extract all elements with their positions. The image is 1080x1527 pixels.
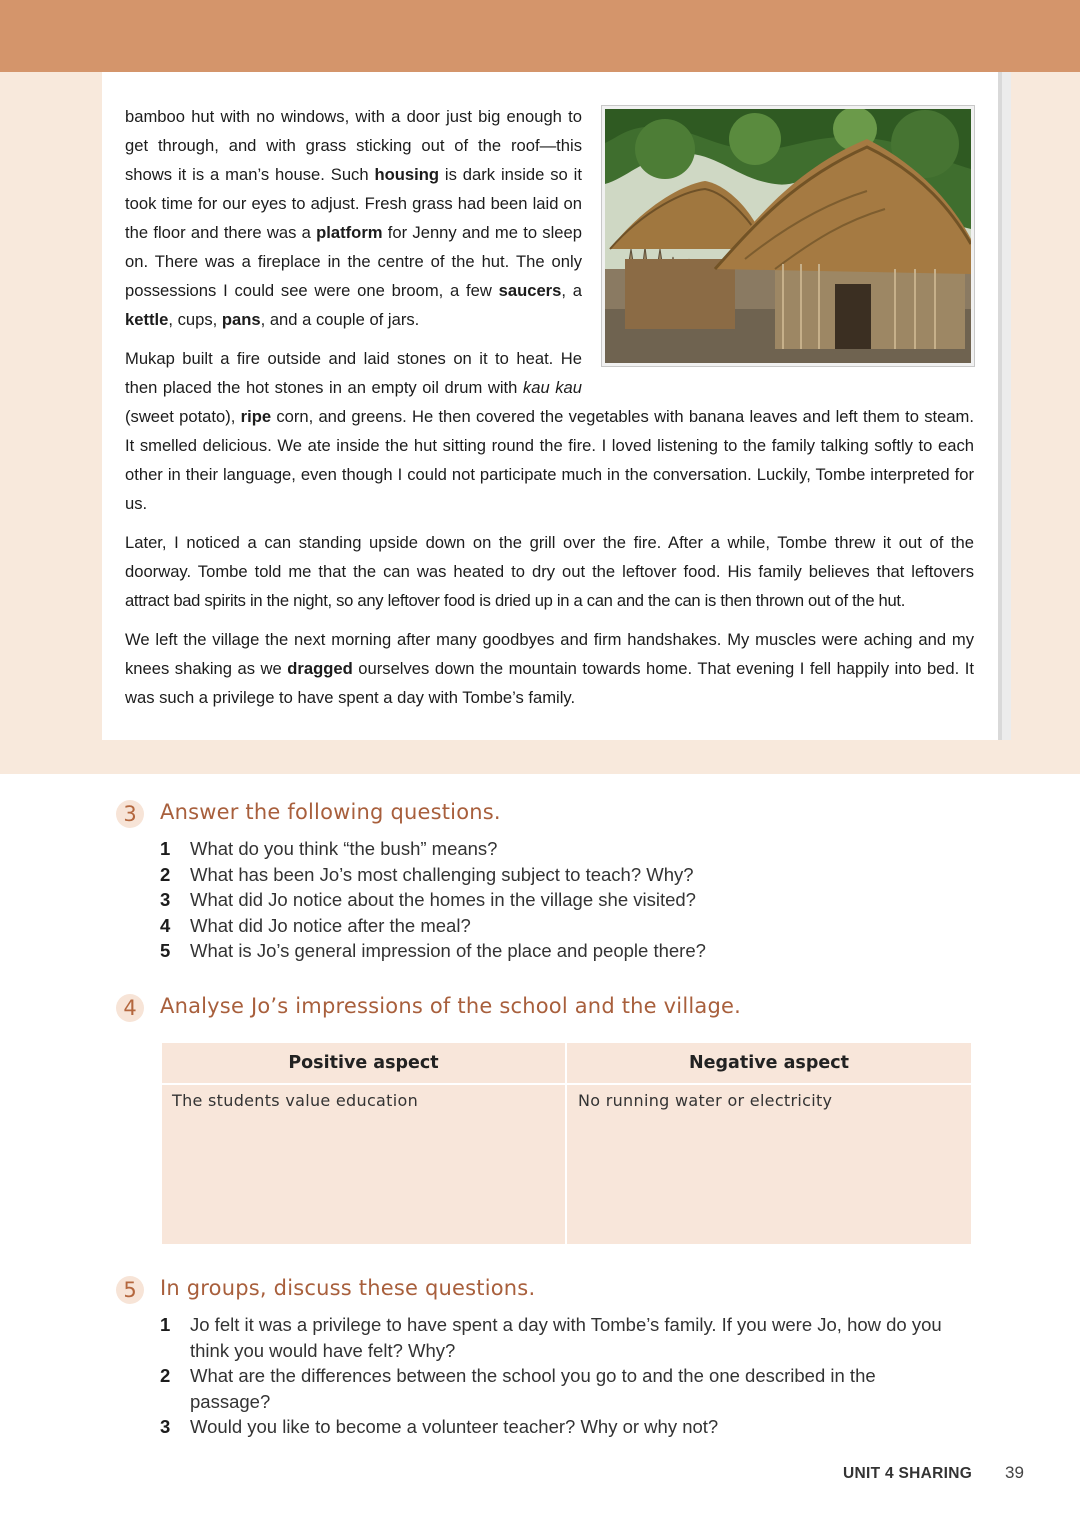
list-item: 3 What did Jo notice about the homes in the village she visited? — [160, 889, 696, 910]
reading-card-edge — [998, 72, 1011, 740]
positive-header: Positive aspect — [288, 1053, 439, 1073]
thatched-huts-illustration — [605, 109, 971, 363]
list-item: 1 Jo felt it was a privilege to have spent a day with Tombe’s family. If you were Jo, how do you think you would have felt? Why? — [160, 1314, 942, 1361]
reading-passage — [125, 102, 974, 722]
section-4-number: 4 — [116, 994, 144, 1022]
list-item: 3 Would you like to become a volunteer teacher? Why or why not? — [160, 1416, 719, 1437]
section-5-title: In groups, discuss these questions. — [160, 1276, 536, 1300]
impressions-table — [162, 1043, 971, 1244]
paragraph-4: We left the village the next morning after many goodbyes and firm handshakes. My muscles were aching and my knees shaking as we dragged ourselves down the mountain towards home. That evening I fell happily into bed. It was such a privilege to have spent a day with Tombe’s family. — [125, 630, 974, 707]
thatched-huts-photo — [602, 106, 974, 366]
section-5-number: 5 — [116, 1276, 144, 1304]
paragraph-1: bamboo hut with no windows, with a door just big enough to get through, and with grass sticking out of the roof—this shows it is a man’s house. Such housing is dark inside so it took time for our eyes to adjust. Fresh grass had been laid on the floor and there was a platform for Jenny and me to sleep on. There was a fireplace in the centre of the hut. The only possessions I could see were one broom, a few saucers, a kettle, cups, pans, and a couple of jars. — [125, 107, 582, 329]
list-item: 4 What did Jo notice after the meal? — [160, 914, 471, 936]
paragraph-2: Mukap built a fire outside and laid stones on it to heat. He then placed the hot stones in an empty oil drum with kau kau (sweet potato), ripe corn, and greens. He then covered the vegetables with banana leaves and left them to steam. It smelled delicious. We ate inside the hut sitting round the fire. I loved listening to the family talking softly to each other in their language, even though I could not participate much in the conversation. Luckily, Tombe interpreted for us. — [125, 349, 974, 513]
negative-header: Negative aspect — [689, 1053, 849, 1073]
list-item: 2 What has been Jo’s most challenging subject to teach? Why? — [160, 863, 694, 885]
section-3-questions — [160, 836, 960, 964]
positive-cell: The students value education — [172, 1091, 419, 1110]
section-3-number: 3 — [116, 800, 144, 828]
list-item: 2 What are the differences between the school you go to and the one described in the passage? — [160, 1365, 876, 1412]
negative-cell: No running water or electricity — [578, 1091, 833, 1110]
negative-column — [567, 1043, 971, 1244]
page-number: 39 — [1005, 1463, 1024, 1482]
section-3-title: Answer the following questions. — [160, 800, 501, 824]
paragraph-3: Later, I noticed a can standing upside down on the grill over the fire. After a while, Tombe threw it out of the doorway. Tombe told me that the can was heated to dry out the leftover food. His family believes that leftovers attract bad spirits in the night, so any leftover food is dried up in a can and the can is then thrown out of the hut. — [125, 533, 974, 610]
section-4-title: Analyse Jo’s impressions of the school and the village. — [160, 994, 741, 1018]
list-item: 5 What is Jo’s general impression of the place and people there? — [160, 940, 706, 961]
positive-column — [162, 1043, 565, 1244]
footer-unit-label: UNIT 4 SHARING — [843, 1465, 973, 1482]
list-item: 1 What do you think “the bush” means? — [160, 838, 498, 859]
top-color-band — [0, 0, 1080, 72]
section-5-questions — [160, 1312, 950, 1440]
